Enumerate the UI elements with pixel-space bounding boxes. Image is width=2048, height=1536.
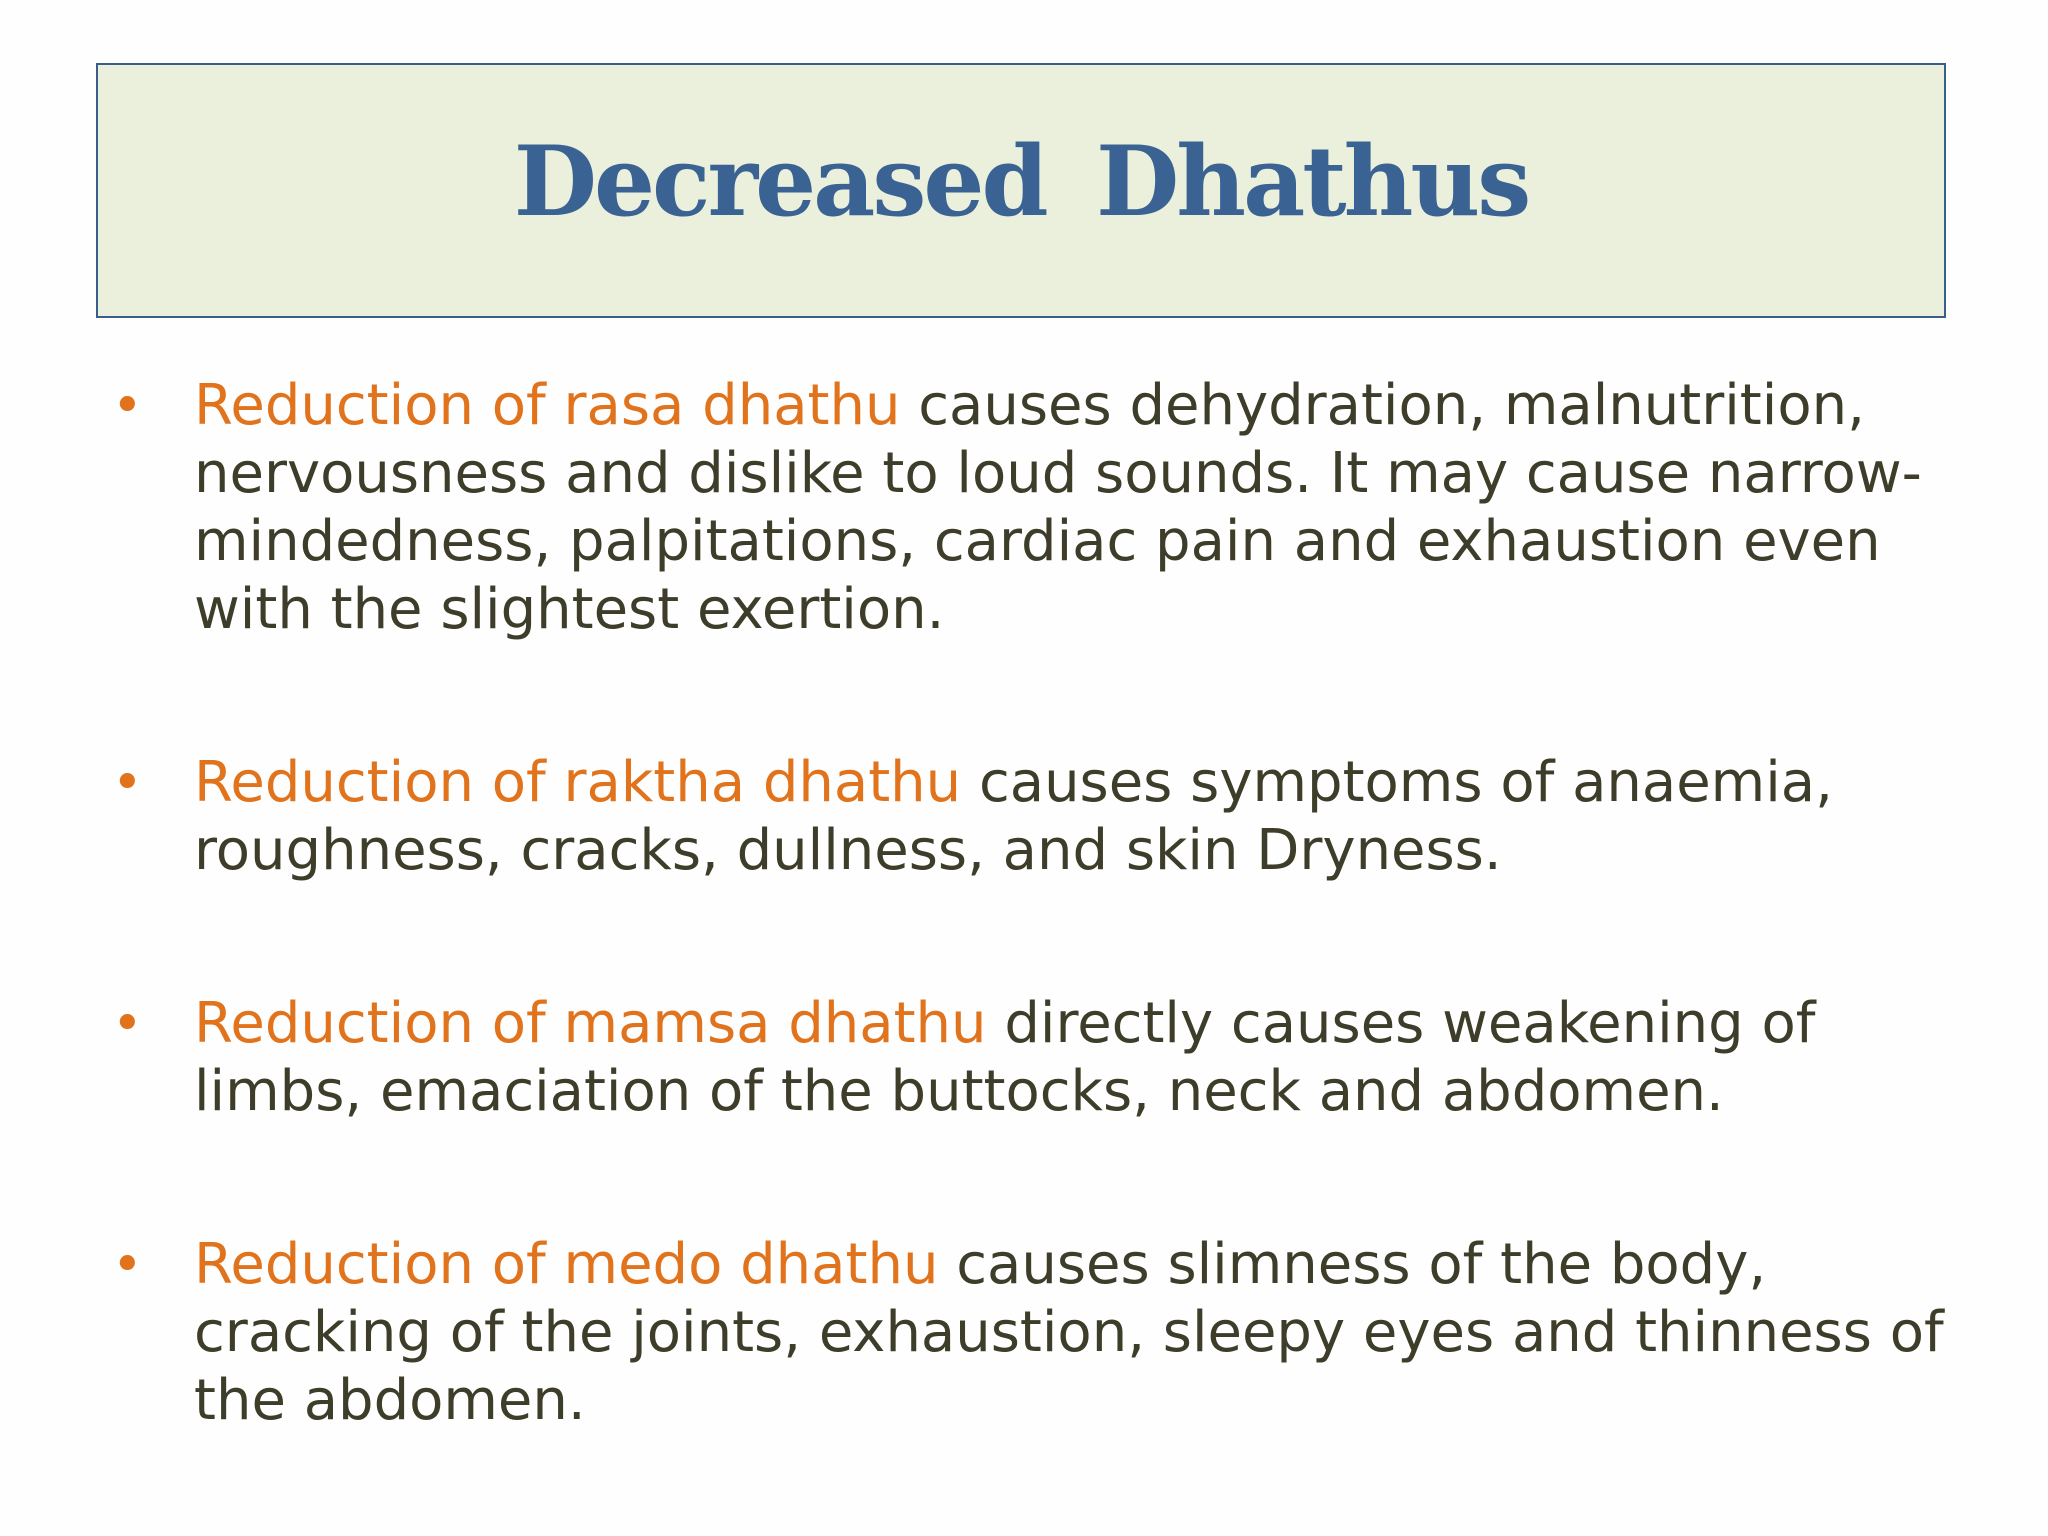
slide-title: Decreased Dhathus <box>513 125 1529 238</box>
bullet-icon: • <box>112 376 143 436</box>
bullet-list <box>110 372 1960 1435</box>
bullet-icon: • <box>112 753 143 813</box>
bullet-text: causes symptoms of anaemia, roughness, cracks, dullness, and skin Dryness. <box>194 750 1833 883</box>
title-box <box>96 63 1946 318</box>
bullet-text: causes slimness of the body, cracking of the joints, exhaustion, sleepy eyes and thinness of the abdomen. <box>194 1232 1944 1433</box>
bullet-item-mamsa <box>110 990 1960 1126</box>
bullet-item-rasa <box>110 372 1960 644</box>
bullet-highlight: Reduction of rasa dhathu <box>194 373 901 438</box>
bullet-highlight: Reduction of medo dhathu <box>194 1232 939 1297</box>
bullet-icon: • <box>112 994 143 1054</box>
bullet-item-raktha <box>110 749 1960 885</box>
bullet-item-medo <box>110 1231 1960 1435</box>
bullet-icon: • <box>112 1235 143 1295</box>
bullet-text: directly causes weakening of limbs, emaciation of the buttocks, neck and abdomen. <box>194 991 1816 1124</box>
bullet-highlight: Reduction of mamsa dhathu <box>194 991 987 1056</box>
bullet-highlight: Reduction of raktha dhathu <box>194 750 962 815</box>
bullet-text: causes dehydration, malnutrition, nervousness and dislike to loud sounds. It may cause narrow-mindedness, palpitations, cardiac pain and exhaustion even with the slightest exertion. <box>194 373 1922 642</box>
